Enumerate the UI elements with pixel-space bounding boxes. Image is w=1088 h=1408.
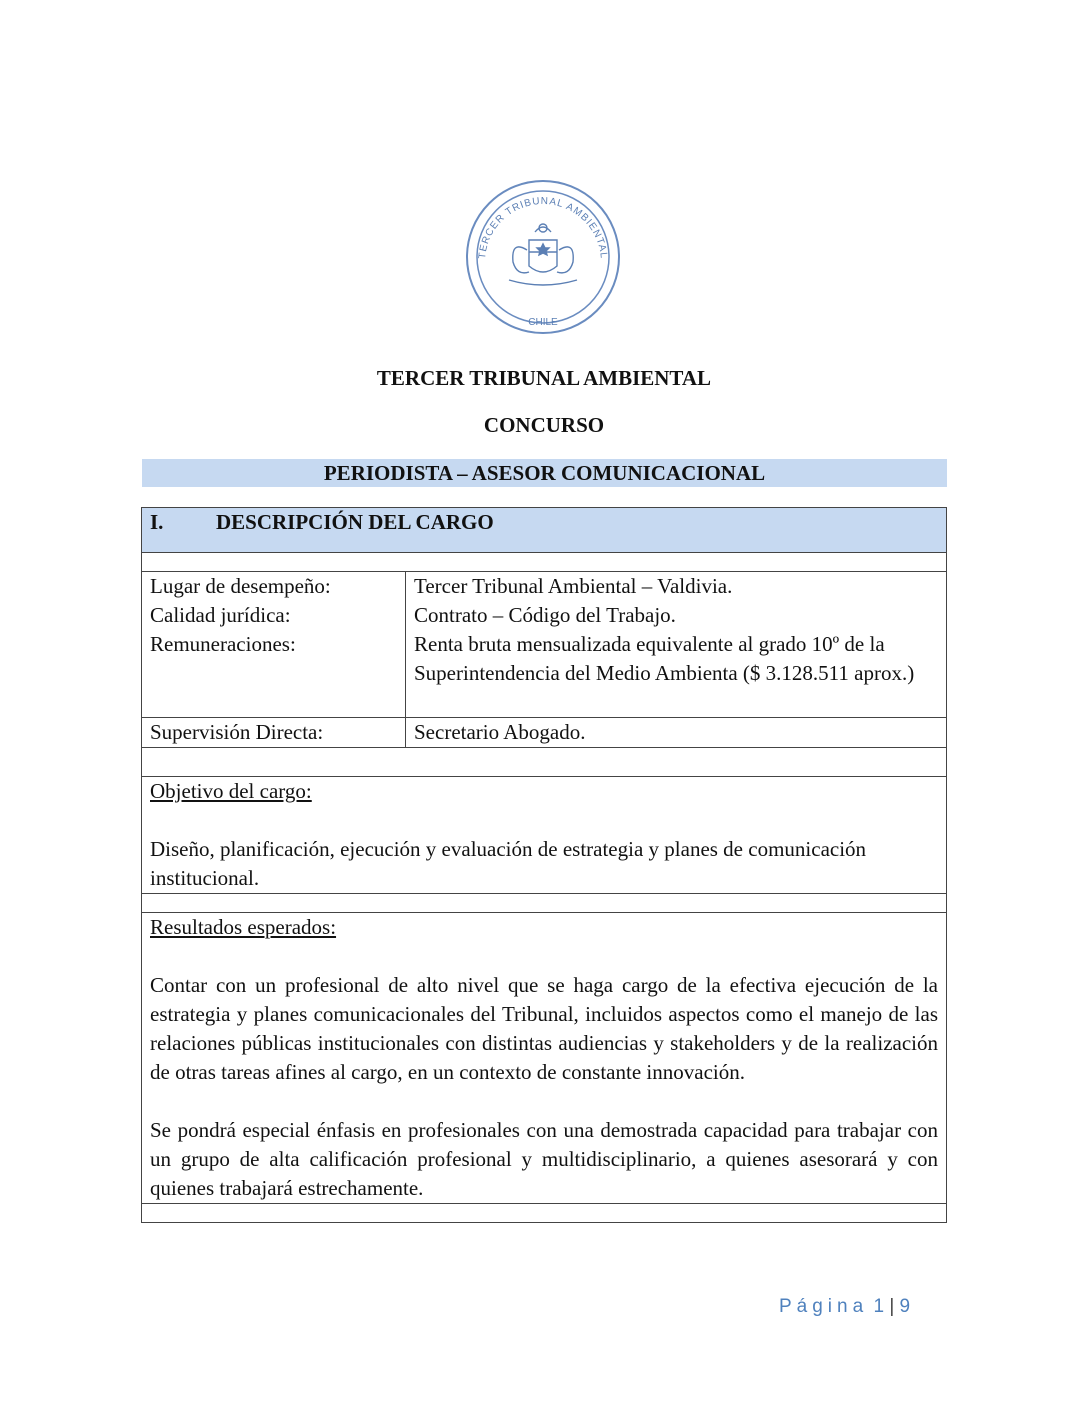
details-row	[142, 572, 947, 718]
objective-text: Diseño, planificación, ejecución y evaluación de estrategia y planes de comunicación institucional.	[150, 837, 867, 890]
spacer-row	[142, 1204, 947, 1223]
details-values	[406, 572, 947, 718]
value-legal-status: Contrato – Código del Trabajo.	[414, 603, 676, 627]
objective-row	[142, 777, 947, 894]
results-paragraph-2: Se pondrá especial énfasis en profesionales con una demostrada capacidad para trabajar con un grupo de alta calificación profesional y multidisciplinario, a quienes asesorará y con quienes trabajará estrechamente.	[150, 1118, 938, 1200]
page-word: Página	[779, 1296, 869, 1317]
tribunal-seal-logo	[463, 180, 623, 335]
objective-cell	[142, 777, 947, 894]
label-legal-status: Calidad jurídica:	[150, 603, 291, 627]
section-header	[142, 508, 947, 553]
supervision-label: Supervisión Directa:	[142, 718, 406, 748]
spacer-row	[142, 553, 947, 572]
section-header-row	[142, 508, 947, 553]
section-number: I.	[150, 510, 164, 534]
institution-heading: TERCER TRIBUNAL AMBIENTAL	[376, 366, 712, 390]
page-number: 1	[873, 1296, 885, 1317]
results-cell	[142, 913, 947, 1204]
job-description-table	[141, 507, 947, 1223]
results-row	[142, 913, 947, 1204]
objective-title: Objetivo del cargo:	[150, 779, 312, 803]
svg-text:TERCER TRIBUNAL AMBIENTAL: TERCER TRIBUNAL AMBIENTAL	[477, 195, 609, 260]
results-title: Resultados esperados:	[150, 915, 337, 939]
value-salary: Renta bruta mensualizada equivalente al grado 10º de la Superintendencia del Medio Ambienta ($ 3.128.511 aprox.)	[414, 632, 915, 685]
label-salary: Remuneraciones:	[150, 632, 296, 656]
total-pages: 9	[899, 1296, 911, 1317]
section-title: DESCRIPCIÓN DEL CARGO	[216, 510, 494, 534]
contest-heading: CONCURSO	[483, 413, 605, 437]
supervision-value: Secretario Abogado.	[406, 718, 947, 748]
position-title-bar: PERIODISTA – ASESOR COMUNICACIONAL	[142, 459, 947, 487]
svg-text:CHILE: CHILE	[528, 317, 558, 328]
label-workplace: Lugar de desempeño:	[150, 574, 331, 598]
page-footer	[779, 1296, 910, 1318]
supervision-row	[142, 718, 947, 748]
page-separator: |	[889, 1296, 895, 1317]
spacer-row	[142, 748, 947, 777]
details-labels	[142, 572, 406, 718]
value-workplace: Tercer Tribunal Ambiental – Valdivia.	[414, 574, 733, 598]
spacer-row	[142, 894, 947, 913]
results-paragraph-1: Contar con un profesional de alto nivel que se haga cargo de la efectiva ejecución de la estrategia y planes comunicacionales del Tribunal, incluidos aspectos como el manejo de las relaciones públicas institucionales con distintas audiencias y stakeholders y de la realización de otras tareas afines al cargo, en un contexto de constante innovación.	[150, 973, 938, 1084]
